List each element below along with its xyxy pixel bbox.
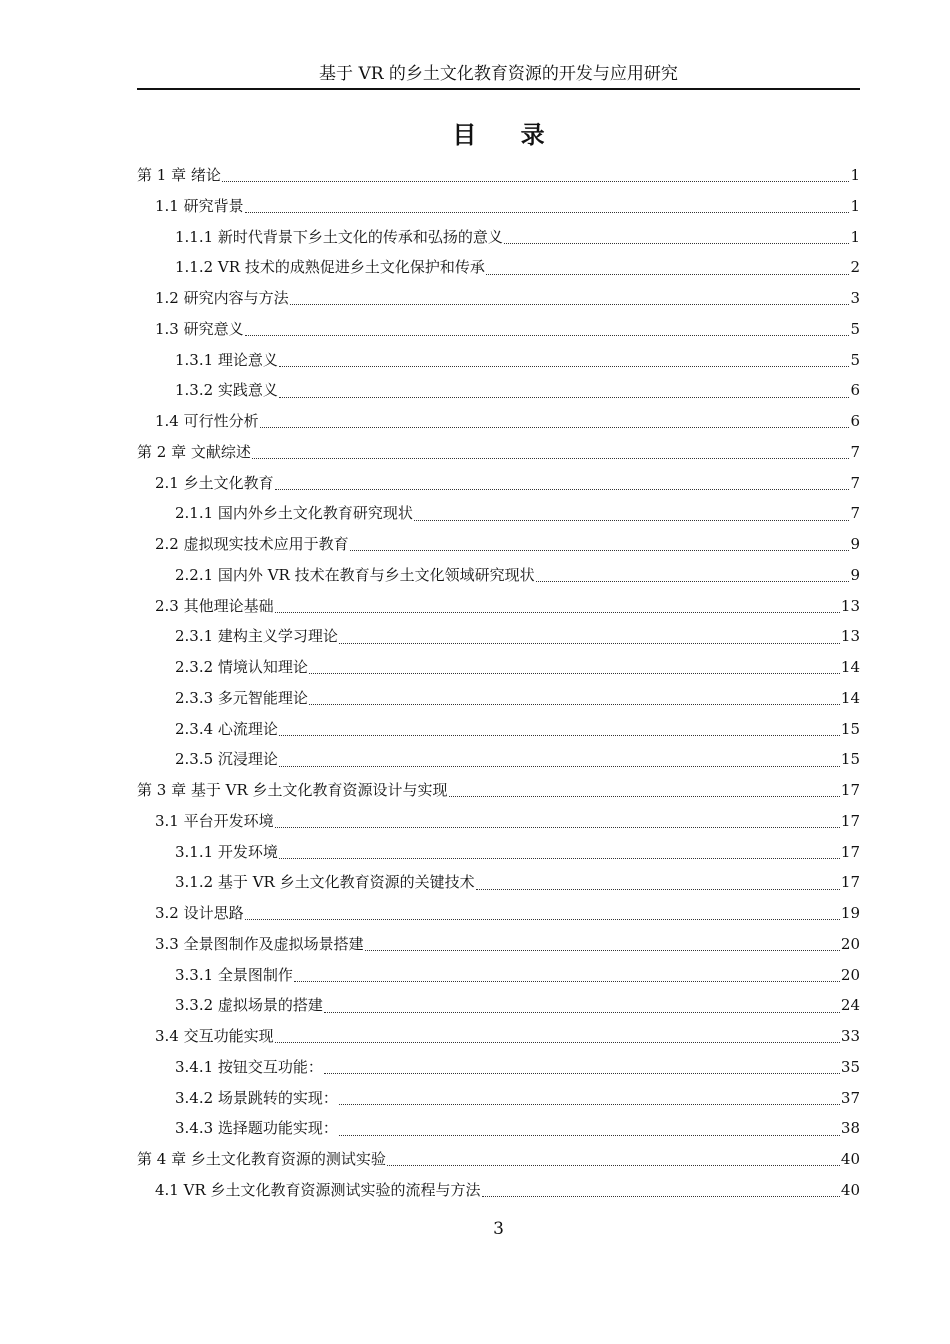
toc-entry-label: 第 1 章 绪论: [137, 166, 221, 184]
toc-entry[interactable]: [137, 468, 860, 499]
toc-entry[interactable]: [137, 191, 860, 222]
toc-entry-page: 2: [850, 258, 860, 277]
toc-entry-page: 15: [840, 750, 860, 769]
dot-leader: [536, 580, 850, 582]
toc-entry-page: 13: [840, 627, 860, 646]
toc-entry[interactable]: [137, 652, 860, 683]
running-header: 基于 VR 的乡土文化教育资源的开发与应用研究: [137, 62, 860, 90]
toc-entry-page: 40: [840, 1180, 860, 1199]
toc-entry-page: 13: [840, 596, 860, 615]
dot-leader: [294, 980, 840, 982]
toc-entry-label: 2.2.1 国内外 VR 技术在教育与乡土文化领域研究现状: [175, 565, 535, 584]
toc-entry-label: 3.3.2 虚拟场景的搭建: [175, 996, 323, 1015]
toc-entry-page: 38: [840, 1119, 860, 1138]
toc-entry-label: 1.1.2 VR 技术的成熟促进乡土文化保护和传承: [175, 258, 485, 277]
toc-entry-label: 1.4 可行性分析: [155, 412, 259, 430]
toc-entry-label: 2.2 虚拟现实技术应用于教育: [155, 535, 349, 553]
toc-entry-label: 2.3.4 心流理论: [175, 719, 278, 738]
toc-entry[interactable]: [137, 744, 860, 775]
dot-leader: [476, 888, 840, 890]
toc-entry-page: 1: [850, 196, 860, 215]
dot-leader: [324, 1011, 840, 1013]
toc-entry[interactable]: [137, 560, 860, 591]
toc-entry-label: 2.3.5 沉浸理论: [175, 750, 278, 769]
toc-entry-page: 17: [840, 873, 860, 892]
toc-entry-label: 2.1.1 国内外乡土文化教育研究现状: [175, 504, 413, 523]
toc-entry[interactable]: [137, 345, 860, 376]
toc-entry-label: 3.4.1 按钮交互功能：: [175, 1057, 323, 1076]
toc-entry[interactable]: [137, 806, 860, 837]
toc-entry[interactable]: [137, 1052, 860, 1083]
toc-entry-label: 第 2 章 文献综述: [137, 442, 251, 461]
toc-entry[interactable]: [137, 437, 860, 468]
toc-entry[interactable]: [137, 1144, 860, 1175]
dot-leader: [275, 826, 840, 828]
toc-entry-label: 2.3.2 情境认知理论: [175, 658, 308, 676]
toc-entry-page: 19: [840, 904, 860, 922]
toc-entry[interactable]: [137, 222, 860, 253]
dot-leader: [275, 1041, 840, 1043]
dot-leader: [339, 1103, 840, 1105]
toc-entry-label: 1.2 研究内容与方法: [155, 289, 289, 307]
toc-entry-label: 1.3 研究意义: [155, 319, 244, 338]
toc-entry[interactable]: [137, 990, 860, 1021]
toc-entry-label: 1.1 研究背景: [155, 196, 244, 215]
toc-entry-page: 1: [850, 227, 860, 246]
toc-entry[interactable]: [137, 898, 860, 929]
toc-entry-page: 14: [840, 688, 860, 707]
dot-leader: [252, 457, 850, 459]
toc-entry-label: 1.3.2 实践意义: [175, 381, 278, 400]
toc-entry-page: 17: [840, 842, 860, 861]
dot-leader: [290, 303, 850, 305]
toc-entry[interactable]: [137, 867, 860, 898]
toc-entry-label: 2.3.1 建构主义学习理论: [175, 627, 338, 646]
toc-entry[interactable]: [137, 314, 860, 345]
toc-entry[interactable]: [137, 960, 860, 991]
dot-leader: [324, 1072, 840, 1074]
toc-entry[interactable]: [137, 621, 860, 652]
toc-entry-label: 3.3 全景图制作及虚拟场景搭建: [155, 934, 364, 953]
dot-leader: [275, 488, 850, 490]
toc-entry-page: 6: [850, 412, 860, 430]
dot-leader: [245, 334, 850, 336]
toc-entry-page: 5: [850, 319, 860, 338]
toc-entry[interactable]: [137, 1175, 860, 1206]
dot-leader: [260, 426, 850, 428]
toc-entry-page: 1: [850, 166, 860, 184]
toc-entry[interactable]: [137, 529, 860, 560]
toc-entry[interactable]: [137, 714, 860, 745]
toc-entry-label: 3.4.2 场景跳转的实现：: [175, 1088, 338, 1107]
toc-entry-label: 第 3 章 基于 VR 乡土文化教育资源设计与实现: [137, 781, 448, 799]
toc-entry[interactable]: [137, 283, 860, 314]
toc-entry[interactable]: [137, 160, 860, 191]
toc-entry-page: 33: [840, 1027, 860, 1045]
toc-entry-page: 5: [850, 350, 860, 369]
dot-leader: [275, 611, 840, 613]
dot-leader: [339, 642, 840, 644]
toc-entry-label: 1.1.1 新时代背景下乡土文化的传承和弘扬的意义: [175, 227, 503, 246]
toc-entry-page: 20: [840, 934, 860, 953]
dot-leader: [504, 242, 850, 244]
dot-leader: [279, 857, 840, 859]
toc-entry-label: 2.1 乡土文化教育: [155, 473, 274, 492]
toc-entry[interactable]: [137, 498, 860, 529]
dot-leader: [350, 549, 850, 551]
toc-entry-page: 7: [850, 473, 860, 492]
toc-entry-label: 3.1.2 基于 VR 乡土文化教育资源的关键技术: [175, 873, 475, 892]
toc-entry[interactable]: [137, 406, 860, 437]
dot-leader: [387, 1164, 840, 1166]
toc-entry-label: 3.1.1 开发环境: [175, 842, 278, 861]
toc-entry-label: 3.3.1 全景图制作: [175, 965, 293, 984]
toc-entry-label: 3.4 交互功能实现: [155, 1027, 274, 1045]
toc-entry-label: 3.1 平台开发环境: [155, 811, 274, 830]
toc-entry-label: 4.1 VR 乡土文化教育资源测试实验的流程与方法: [155, 1180, 481, 1199]
toc-entry[interactable]: [137, 775, 860, 806]
toc-entry[interactable]: [137, 591, 860, 622]
dot-leader: [486, 273, 850, 275]
dot-leader: [279, 765, 840, 767]
toc-entry-label: 1.3.1 理论意义: [175, 350, 278, 369]
toc-entry-page: 15: [840, 719, 860, 738]
toc-entry-page: 14: [840, 658, 860, 676]
dot-leader: [365, 949, 840, 951]
toc-entry-page: 24: [840, 996, 860, 1015]
toc-entry-page: 17: [840, 781, 860, 799]
dot-leader: [414, 519, 850, 521]
toc-entry[interactable]: [137, 252, 860, 283]
toc-entry-page: 40: [840, 1150, 860, 1168]
toc-entry[interactable]: [137, 1083, 860, 1114]
toc-entry-label: 2.3 其他理论基础: [155, 596, 274, 615]
dot-leader: [222, 180, 850, 182]
dot-leader: [482, 1195, 840, 1197]
toc-title: 目 录: [452, 120, 563, 149]
dot-leader: [279, 365, 850, 367]
dot-leader: [279, 734, 840, 736]
toc-entry[interactable]: [137, 1021, 860, 1052]
toc-entry[interactable]: [137, 1113, 860, 1144]
toc-entry-label: 2.3.3 多元智能理论: [175, 688, 308, 707]
toc-entry-label: 3.4.3 选择题功能实现：: [175, 1119, 338, 1138]
toc-entry-page: 17: [840, 811, 860, 830]
toc-entry-page: 9: [850, 535, 860, 553]
toc-entry-page: 6: [850, 381, 860, 400]
toc-entry-page: 37: [840, 1088, 860, 1107]
dot-leader: [449, 795, 840, 797]
dot-leader: [309, 703, 840, 705]
dot-leader: [279, 396, 850, 398]
page-number: 3: [493, 1219, 504, 1239]
toc-entry[interactable]: [137, 837, 860, 868]
toc-entry[interactable]: [137, 683, 860, 714]
dot-leader: [245, 211, 850, 213]
toc-entry-page: 3: [850, 289, 860, 307]
toc-entry-label: 第 4 章 乡土文化教育资源的测试实验: [137, 1150, 386, 1168]
toc-entry[interactable]: [137, 375, 860, 406]
table-of-contents: [137, 160, 860, 1206]
dot-leader: [309, 672, 840, 674]
toc-entry-page: 7: [850, 442, 860, 461]
toc-entry-page: 9: [850, 565, 860, 584]
toc-entry-label: 3.2 设计思路: [155, 904, 244, 922]
toc-entry-page: 7: [850, 504, 860, 523]
dot-leader: [245, 918, 840, 920]
toc-entry[interactable]: [137, 929, 860, 960]
toc-entry-page: 20: [840, 965, 860, 984]
toc-entry-page: 35: [840, 1057, 860, 1076]
dot-leader: [339, 1134, 840, 1136]
